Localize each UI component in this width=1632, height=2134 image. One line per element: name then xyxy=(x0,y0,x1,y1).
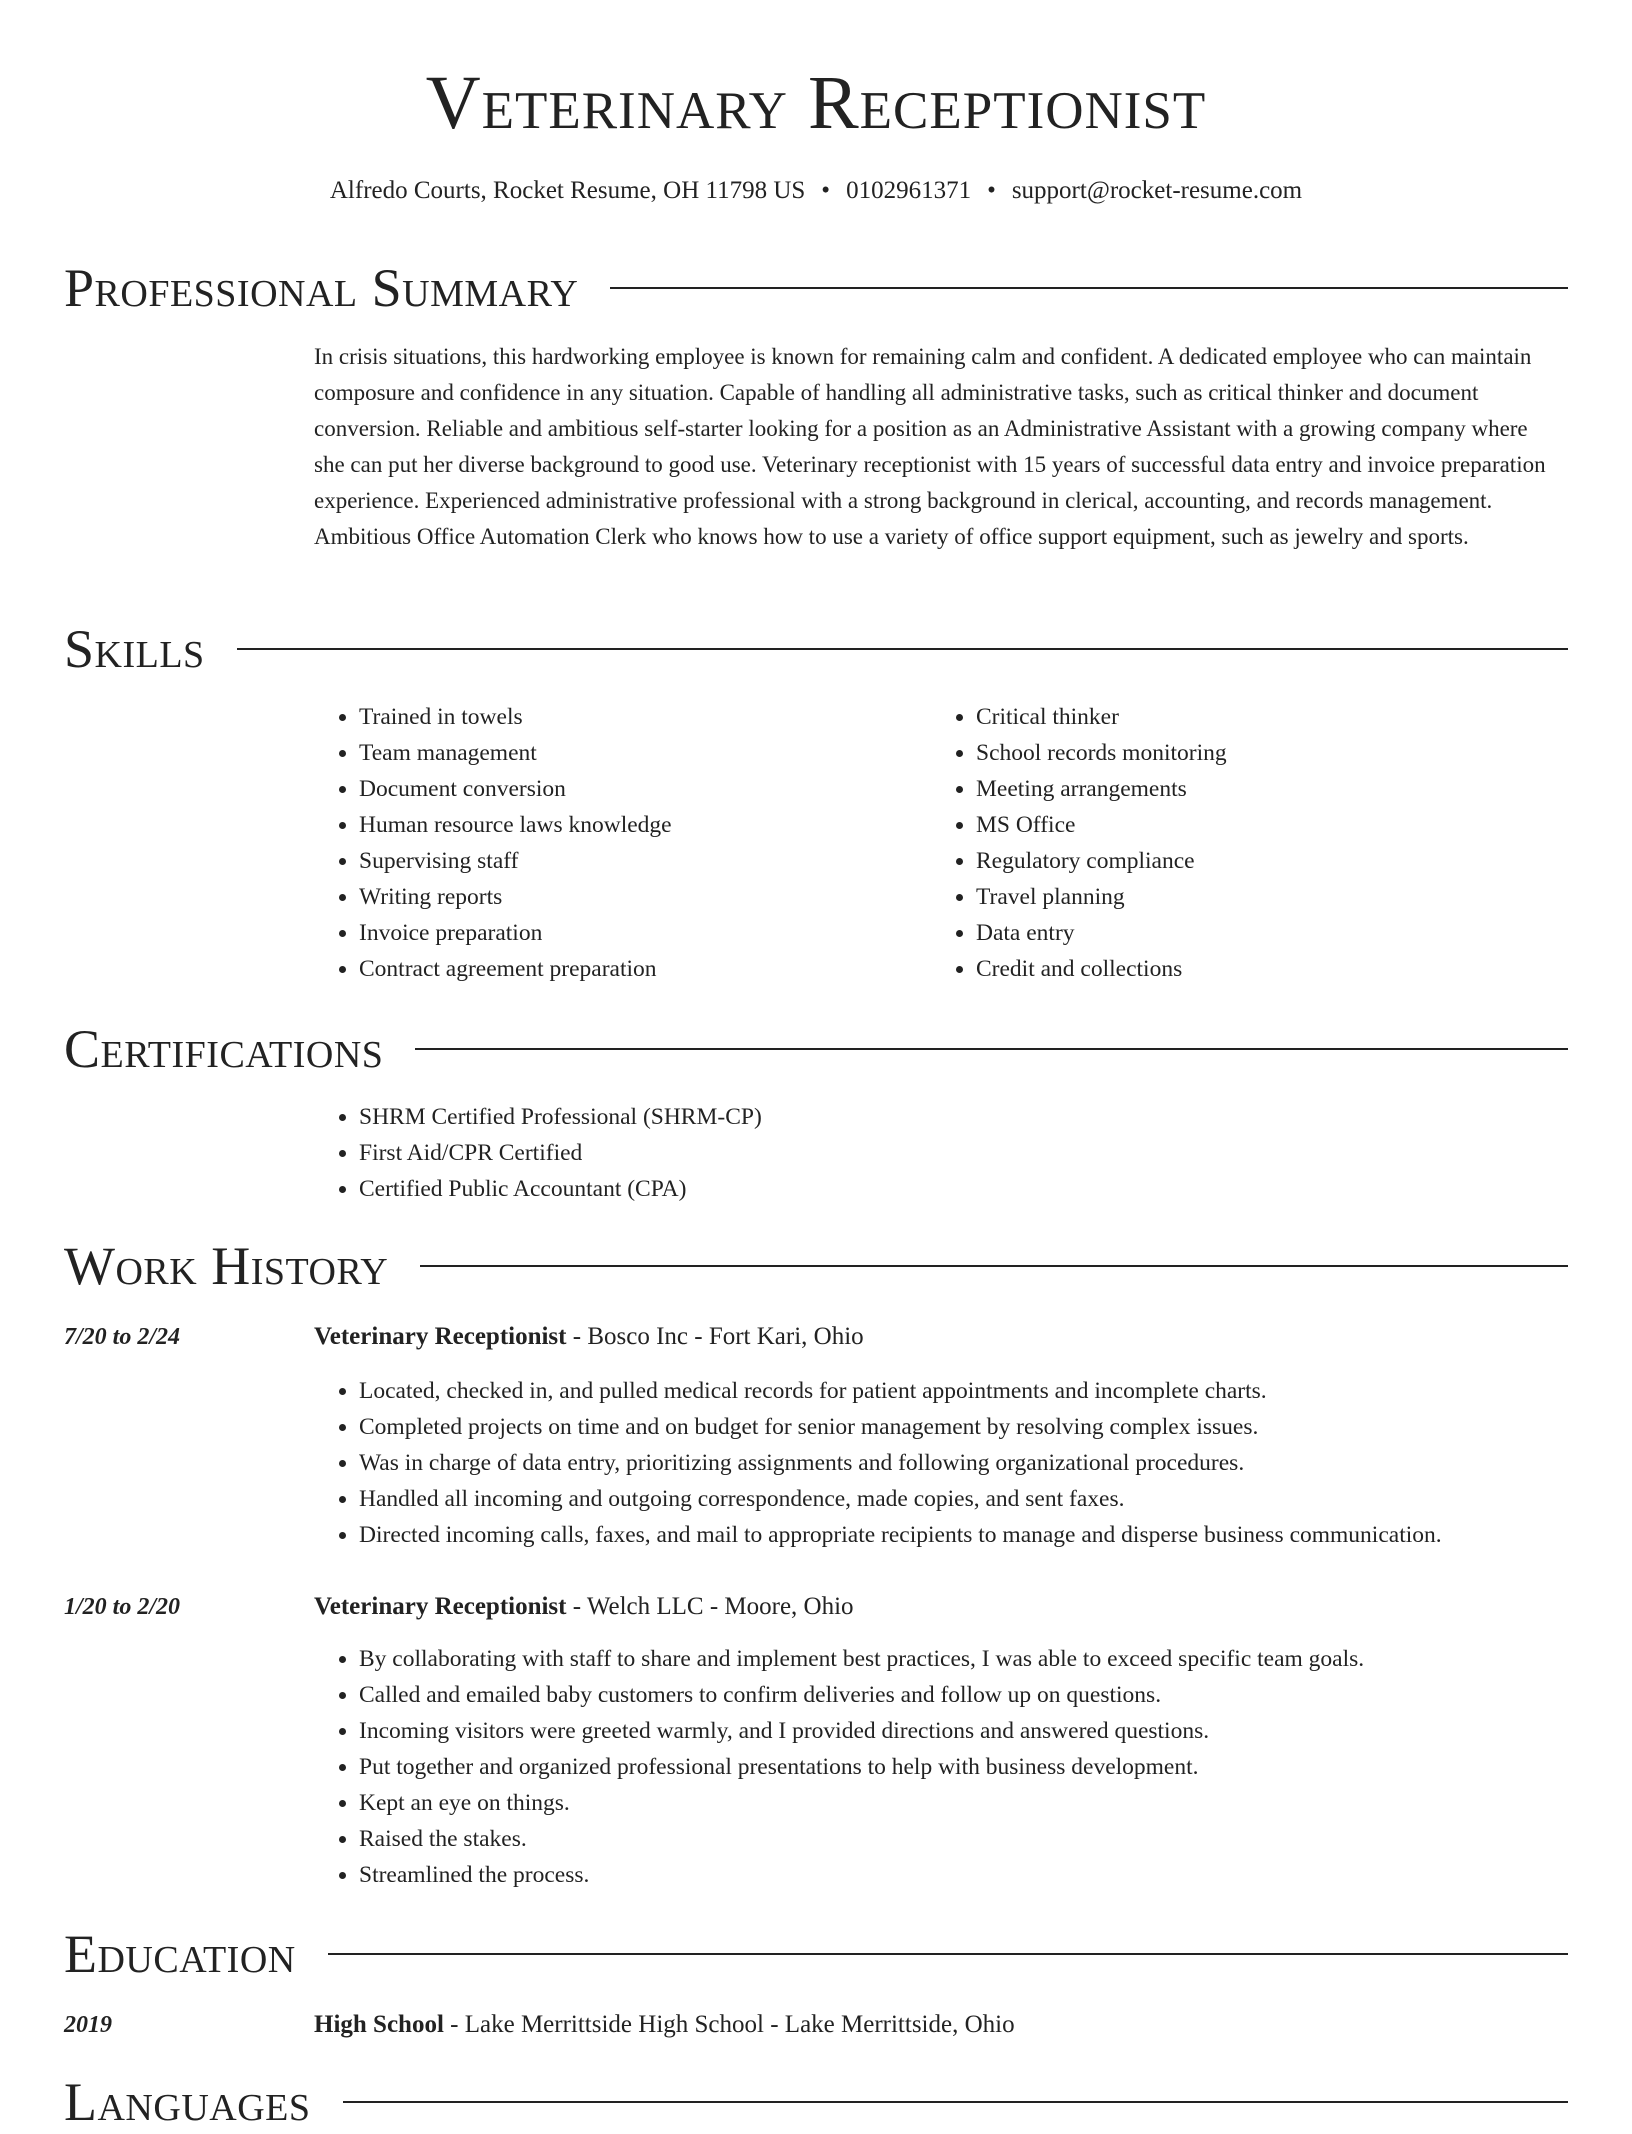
section-divider xyxy=(420,1265,1568,1267)
section-divider xyxy=(328,1953,1568,1955)
languages-title: Languages xyxy=(64,2072,311,2132)
job-bullet: • Called and emailed baby customers to confirm deliveries and follow up on questions. xyxy=(359,1677,1609,1713)
contact-email[interactable]: support@rocket-resume.com xyxy=(1011,177,1303,204)
skills-section-header xyxy=(64,617,1568,681)
job-bullet: • By collaborating with staff to share and implement best practices, I was able to exceed specific team goals. xyxy=(359,1641,1609,1677)
job-heading xyxy=(314,1592,854,1622)
job-bullet: • Kept an eye on things. xyxy=(359,1785,1609,1821)
job-bullet: • Directed incoming calls, faxes, and mail to appropriate recipients to manage and disperse business communication. xyxy=(359,1517,1609,1553)
skill-item: • Trained in towels xyxy=(359,699,919,735)
job-title: Veterinary Receptionist xyxy=(314,1593,567,1620)
work-section-header xyxy=(64,1234,1568,1298)
job-employer: - Welch LLC - Moore, Ohio xyxy=(566,1593,854,1620)
skill-item: • Travel planning xyxy=(976,879,1536,915)
skill-item: • Meeting arrangements xyxy=(976,771,1536,807)
skill-item: • Writing reports xyxy=(359,879,919,915)
job-bullet: • Handled all incoming and outgoing correspondence, made copies, and sent faxes. xyxy=(359,1481,1609,1517)
education-year: 2019 xyxy=(64,2012,112,2038)
education-degree: High School xyxy=(314,2011,444,2038)
certifications-section-header xyxy=(64,1017,1568,1081)
job-bullets xyxy=(314,1373,1609,1553)
job-bullet: • Completed projects on time and on budget for senior management by resolving complex issues. xyxy=(359,1409,1609,1445)
skill-item: • Document conversion xyxy=(359,771,919,807)
job-heading xyxy=(314,1322,864,1352)
education-section-header xyxy=(64,1922,1568,1986)
contact-line xyxy=(0,176,1632,206)
section-divider xyxy=(237,648,1568,650)
education-heading xyxy=(314,2010,1015,2040)
certifications-list xyxy=(314,1099,1559,1207)
contact-address: Alfredo Courts, Rocket Resume, OH 11798 US xyxy=(329,177,806,204)
certification-item: • Certified Public Accountant (CPA) xyxy=(359,1171,1559,1207)
skill-item: • Credit and collections xyxy=(976,951,1536,987)
contact-phone: 0102961371 xyxy=(846,177,972,204)
skill-item: • School records monitoring xyxy=(976,735,1536,771)
languages-section-header xyxy=(64,2070,1568,2134)
job-bullet: • Streamlined the process. xyxy=(359,1857,1609,1893)
job-employer: - Bosco Inc - Fort Kari, Ohio xyxy=(566,1323,864,1350)
summary-text: In crisis situations, this hardworking employee is known for remaining calm and confident. A dedicated employee who can maintain composure and confidence in any situation. Capable of handling all administrative tasks, such as critical thinker and document conversion. Reliable and ambitious self-starter looking for a position as an Administrative Assistant with a growing company where she can put her diverse background to good use. Veterinary receptionist with 15 years of successful data entry and invoice preparation experience. Experienced administrative professional with a strong background in clerical, accounting, and records management. Ambitious Office Automation Clerk who knows how to use a variety of office support equipment, such as jewelry and sports. xyxy=(314,344,1546,549)
skill-item: • Data entry xyxy=(976,915,1536,951)
contact-separator: • xyxy=(987,177,996,204)
skill-item: • Supervising staff xyxy=(359,843,919,879)
work-title: Work History xyxy=(64,1236,389,1296)
job-bullet: • Put together and organized professional presentations to help with business development. xyxy=(359,1749,1609,1785)
skills-title: Skills xyxy=(64,619,205,679)
skill-item: • Team management xyxy=(359,735,919,771)
resume-name: Veterinary Receptionist xyxy=(425,61,1207,145)
skill-item: • Contract agreement preparation xyxy=(359,951,919,987)
job-bullet: • Located, checked in, and pulled medical records for patient appointments and incomplete charts. xyxy=(359,1373,1609,1409)
summary-section-header xyxy=(64,256,1568,320)
job-dates: 7/20 to 2/24 xyxy=(64,1324,181,1350)
skill-item: • Human resource laws knowledge xyxy=(359,807,919,843)
skills-list-right xyxy=(931,699,1536,987)
section-divider xyxy=(610,287,1568,289)
skill-item: • Regulatory compliance xyxy=(976,843,1536,879)
skill-item: • Critical thinker xyxy=(976,699,1536,735)
job-dates: 1/20 to 2/20 xyxy=(64,1594,181,1620)
education-school: - Lake Merrittside High School - Lake Merrittside, Ohio xyxy=(443,2011,1015,2038)
certification-item: • SHRM Certified Professional (SHRM-CP) xyxy=(359,1099,1559,1135)
job-bullet: • Raised the stakes. xyxy=(359,1821,1609,1857)
skill-item: • MS Office xyxy=(976,807,1536,843)
contact-separator: • xyxy=(821,177,831,204)
job-title: Veterinary Receptionist xyxy=(314,1323,567,1350)
skills-list-left xyxy=(314,699,919,987)
job-bullet: • Was in charge of data entry, prioritizing assignments and following organizational procedures. xyxy=(359,1445,1609,1481)
skill-item: • Invoice preparation xyxy=(359,915,919,951)
section-divider xyxy=(343,2101,1569,2103)
education-title: Education xyxy=(64,1924,296,1984)
certification-item: • First Aid/CPR Certified xyxy=(359,1135,1559,1171)
certifications-title: Certifications xyxy=(64,1019,384,1079)
section-divider xyxy=(415,1048,1568,1050)
job-bullets xyxy=(314,1641,1609,1893)
job-bullet: • Incoming visitors were greeted warmly, and I provided directions and answered questions. xyxy=(359,1713,1609,1749)
summary-title: Professional Summary xyxy=(64,258,579,318)
